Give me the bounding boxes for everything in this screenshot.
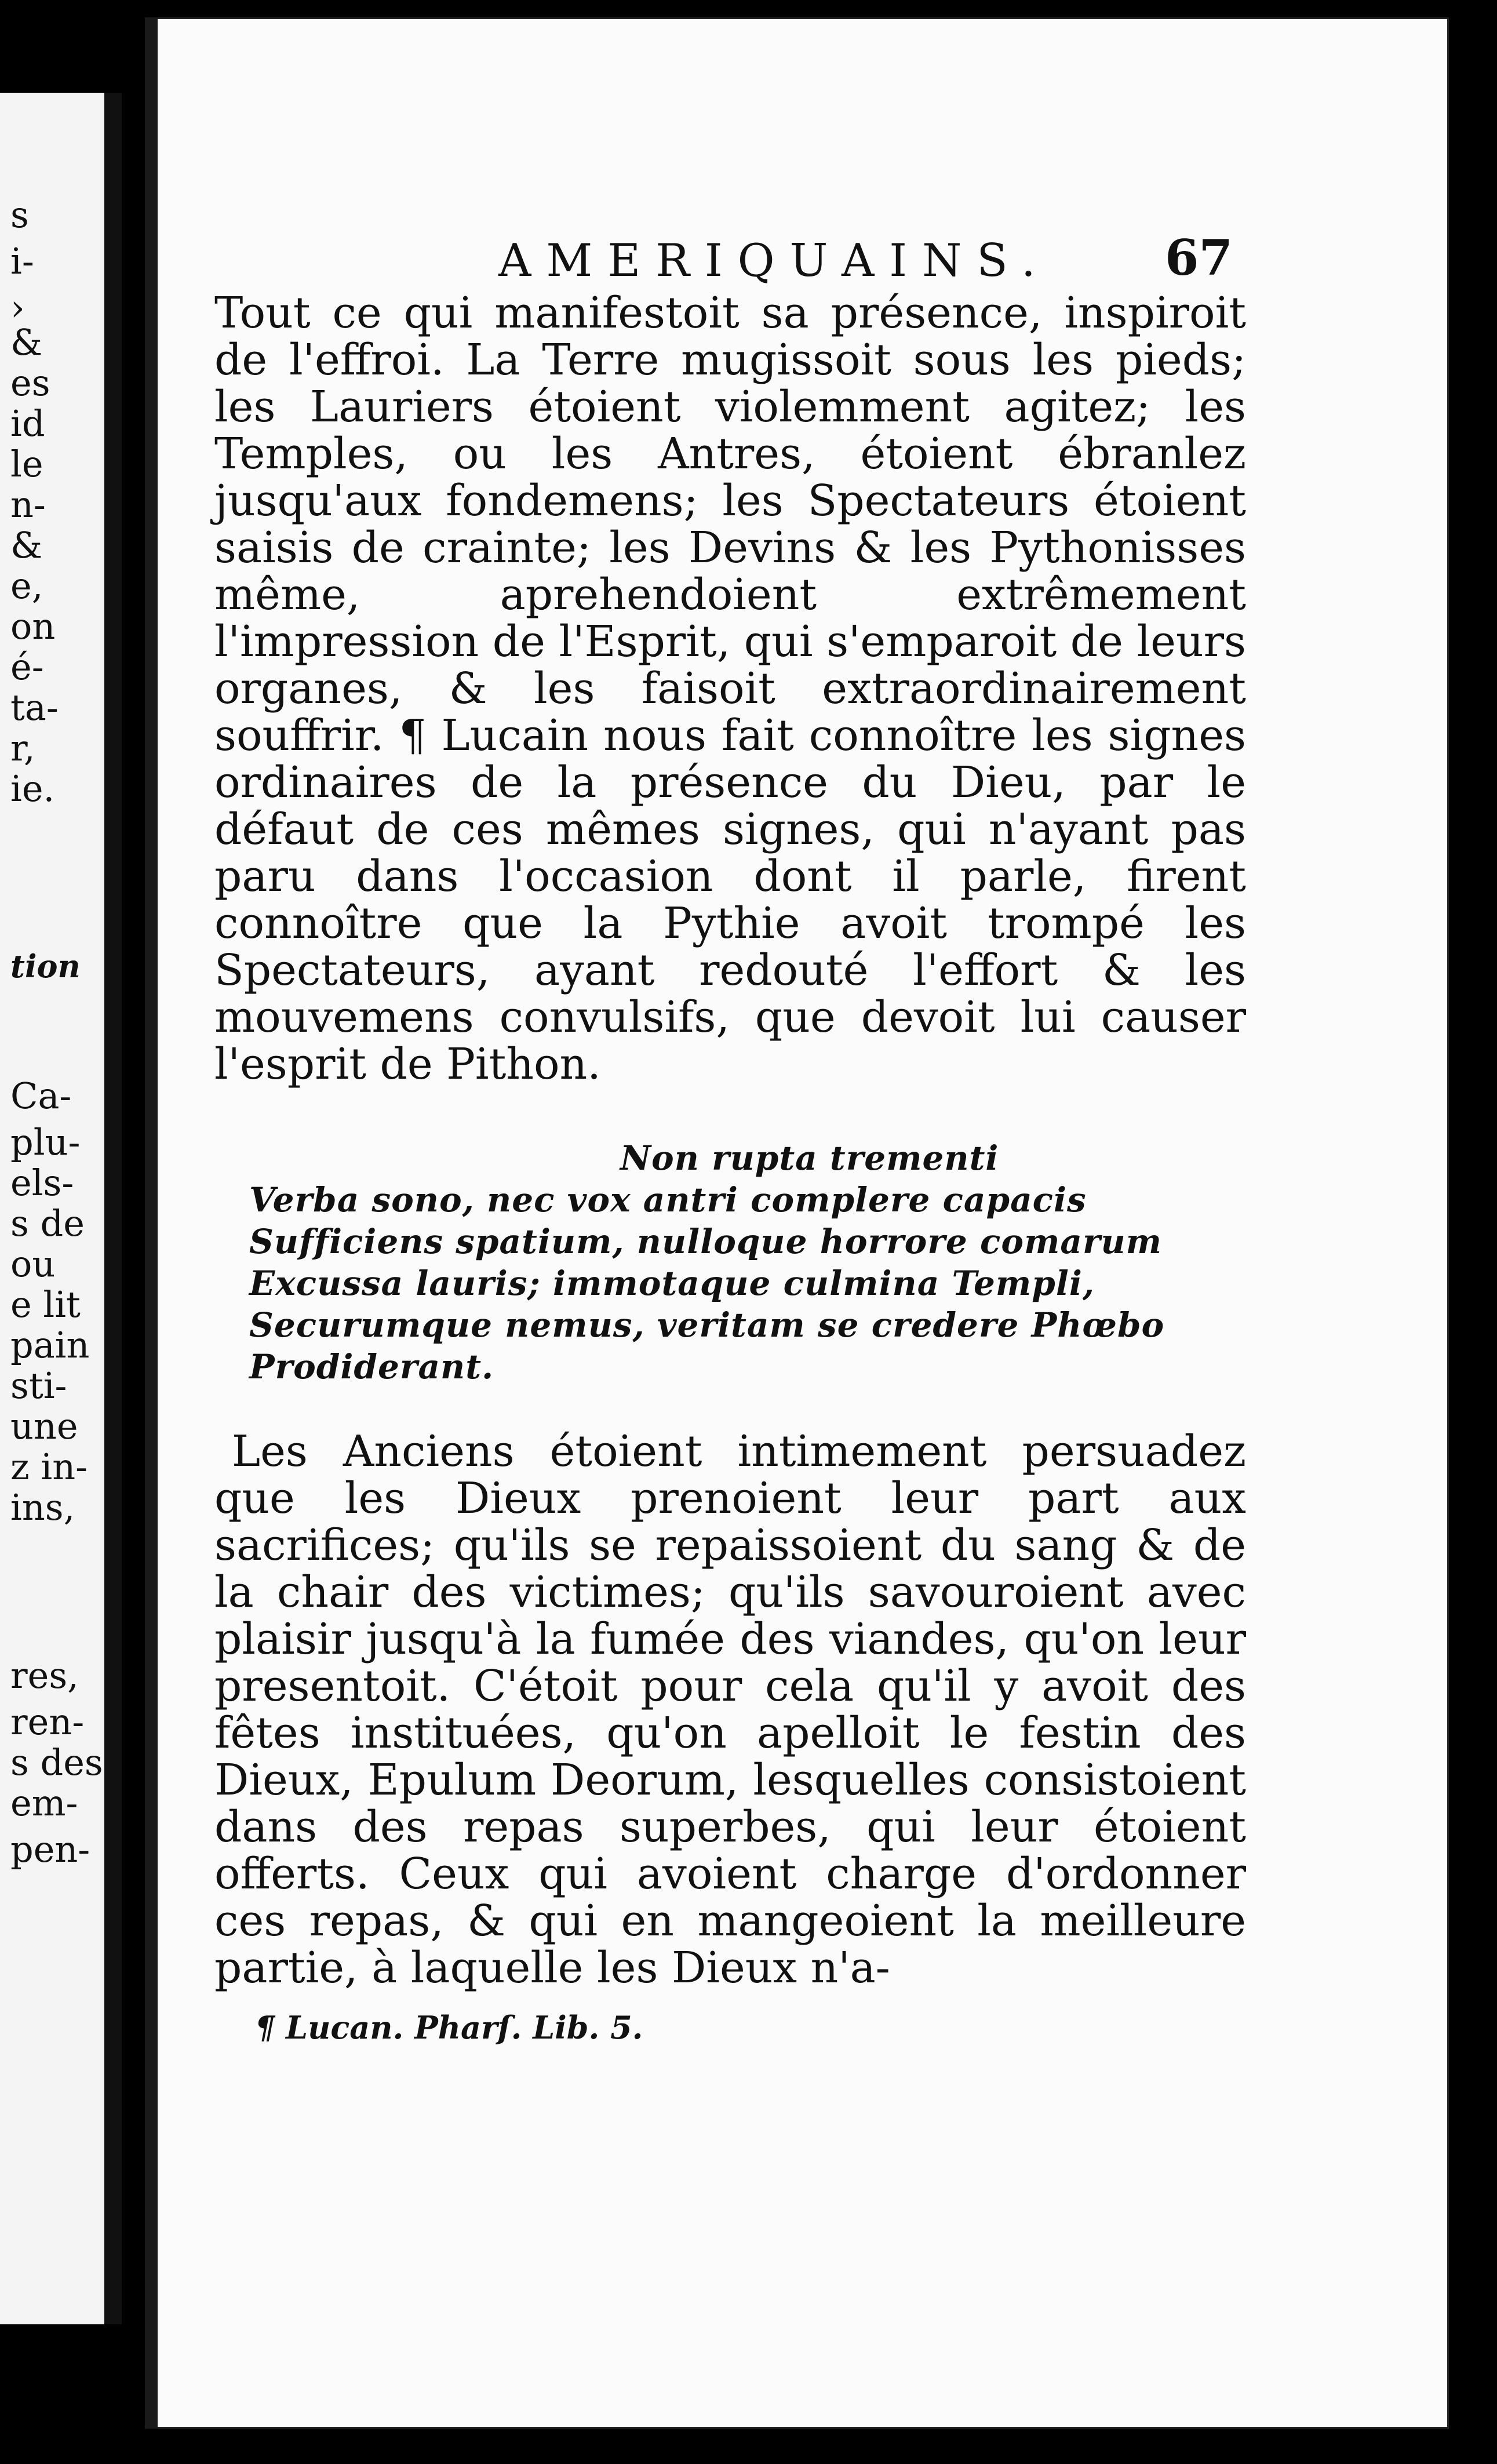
verse-line: Sufficiens spatium, nulloque horrore comarum: [249, 1222, 1163, 1261]
latin-verse-quotation: [214, 1137, 1246, 1388]
facing-page-line-fragment: e,: [10, 565, 43, 607]
facing-page-line-fragment: le: [10, 443, 43, 485]
facing-page-line-fragment: els-: [10, 1162, 74, 1204]
facing-page-fragment: [0, 93, 122, 2324]
facing-page-line-fragment: s de: [10, 1202, 85, 1244]
page-gutter: [145, 17, 158, 2429]
page-number: 67: [1165, 229, 1233, 286]
facing-page-line-fragment: id: [10, 402, 45, 445]
facing-page-line-fragment: ren-: [10, 1701, 85, 1743]
facing-page-line-fragment: s: [10, 194, 29, 236]
book-page: [145, 17, 1449, 2429]
facing-page-line-fragment: ta-: [10, 686, 59, 729]
main-text-column: [214, 290, 1246, 2046]
body-paragraph-2: Les Anciens étoient intimement persuadez que les Dieux prenoient leur part aux sacrifices; qu'ils se repaissoient du sang & de la chair des victimes; qu'ils savouroient avec plaisir jusqu'à la fumée des viandes, qu'on leur presentoit. C'étoit pour cela qu'il y avoit des fêtes instituées, qu'on apelloit le festin des Dieux, Epulum Deorum, lesquelles consistoient dans des repas superbes, qui leur étoient offerts. Ceux qui avoient charge d'ordonner ces repas, & qui en mangeoient la meilleure partie, à laquelle les Dieux n'a-: [214, 1426, 1246, 1993]
verse-line: Non rupta trementi: [620, 1138, 999, 1178]
facing-page-line-fragment: em-: [10, 1782, 78, 1824]
facing-page-line-fragment: res,: [10, 1654, 79, 1697]
facing-page-line-fragment: &: [10, 524, 43, 566]
facing-page-line-fragment: ins,: [10, 1486, 75, 1528]
facing-page-line-fragment: é-: [10, 646, 44, 688]
facing-page-line-fragment: une: [10, 1405, 78, 1447]
facing-page-line-fragment: e lit: [10, 1283, 81, 1326]
facing-page-line-fragment: s des: [10, 1741, 103, 1784]
facing-page-line-fragment: r,: [10, 727, 35, 769]
verse-line: Excussa lauris; immotaque culmina Templi,: [249, 1264, 1095, 1303]
facing-page-line-fragment: n-: [10, 483, 46, 526]
facing-page-line-fragment: Ca-: [10, 1075, 72, 1117]
facing-page-line-fragment: ›: [10, 286, 25, 329]
facing-page-line-fragment: es: [10, 362, 50, 404]
running-head: AMERIQUAINS.: [498, 235, 1051, 287]
facing-page-line-fragment: ie.: [10, 767, 55, 810]
verse-line: Prodiderant.: [249, 1347, 494, 1386]
verse-line: Securumque nemus, veritam se credere Phœbo: [249, 1305, 1165, 1345]
body-paragraph-1: Tout ce qui manifestoit sa présence, inspiroit de l'effroi. La Terre mugissoit sous les pieds; les Lauriers étoient violemment agitez; les Temples, ou les Antres, étoient ébranlez jusqu'aux fondemens; les Spectateurs étoient saisis de crainte; les Devins & les Pythonisses même, aprehendoient extrêmement l'impression de l'Esprit, qui s'emparoit de leurs organes, & les faisoit extraordinairement souffrir. ¶ Lucain nous fait connoître les signes ordinaires de la présence du Dieu, par le défaut de ces mêmes signes, qui n'ayant pas paru dans l'occasion dont il parle, firent connoître que la Pythie avoit trompé les Spectateurs, ayant redouté l'effort & les mouvemens convulsifs, que devoit lui causer l'esprit de Pithon.: [214, 288, 1246, 1089]
binding-shadow: [104, 93, 122, 2324]
facing-page-line-fragment: plu-: [10, 1121, 81, 1163]
facing-page-line-fragment: sti-: [10, 1364, 67, 1407]
facing-page-line-fragment: tion: [10, 948, 81, 985]
facing-page-line-fragment: ou: [10, 1243, 56, 1285]
facing-page-line-fragment: &: [10, 321, 43, 363]
facing-page-line-fragment: z in-: [10, 1446, 88, 1488]
facing-page-line-fragment: i-: [10, 240, 34, 282]
facing-page-line-fragment: pain: [10, 1324, 90, 1366]
facing-page-line-fragment: on: [10, 605, 56, 647]
facing-page-line-fragment: pen-: [10, 1828, 90, 1870]
footnote: ¶ Lucan. Pharſ. Lib. 5.: [255, 2009, 643, 2046]
verse-line: Verba sono, nec vox antri complere capacis: [249, 1180, 1087, 1220]
